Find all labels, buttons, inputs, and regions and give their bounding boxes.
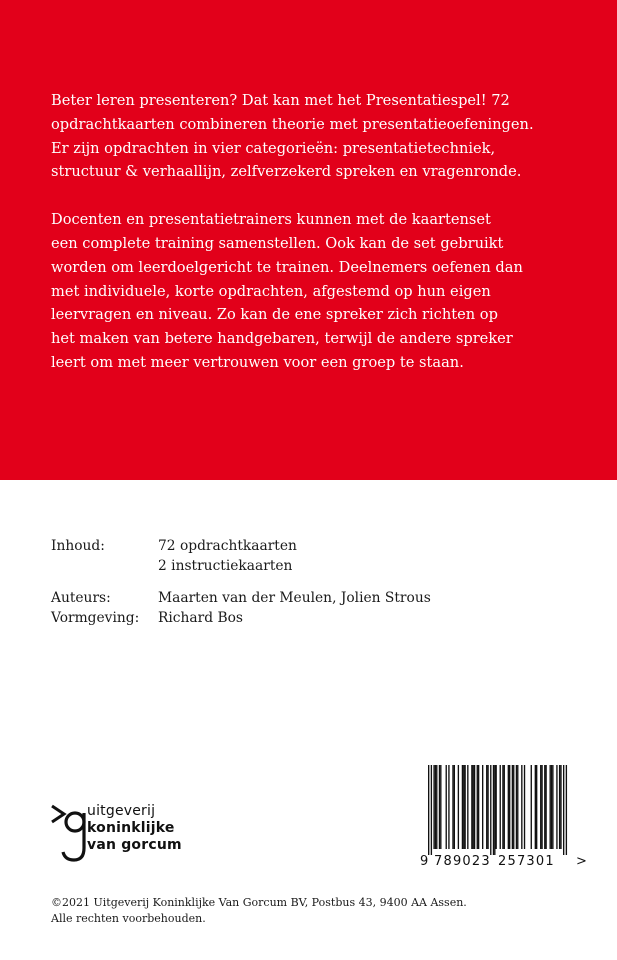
- isbn-arrow: >: [576, 854, 589, 869]
- logo-line: koninklijke: [87, 820, 175, 836]
- auteurs-label: Auteurs:: [51, 590, 111, 606]
- blurb-line: structuur & verhaallijn, zelfverzekerd spreken en vragenronde.: [51, 163, 522, 181]
- isbn-barcode: [420, 765, 590, 875]
- inhoud-line: 2 instructiekaarten: [158, 557, 293, 574]
- blurb-line: Er zijn opdrachten in vier categorieën: presentatietechniek,: [51, 139, 496, 157]
- blurb-line: Beter leren presenteren? Dat kan met het Presentatiespel! 72: [51, 92, 510, 109]
- isbn-group-1: 789023: [434, 854, 491, 869]
- isbn-group-2: 257301: [498, 854, 555, 869]
- vormgeving-label: Vormgeving:: [51, 609, 140, 626]
- blurb-line: een complete training samenstellen. Ook kan de set gebruikt: [51, 234, 504, 252]
- logo-wordmark: [87, 803, 182, 854]
- publisher-logo: [50, 800, 230, 870]
- barcode-bars-icon: [428, 765, 578, 857]
- blurb-line: met individuele, korte opdrachten, afgestemd op hun eigen: [51, 282, 491, 300]
- credits-block: [51, 537, 431, 628]
- blurb-paragraph-1: [51, 89, 591, 184]
- blurb-line: opdrachtkaarten combineren theorie met presentatieoefeningen.: [51, 115, 534, 133]
- copyright-line: Alle rechten voorbehouden.: [51, 912, 206, 925]
- logo-line: uitgeverij: [87, 803, 156, 819]
- blurb-line: worden om leerdoelgericht te trainen. Deelnemers oefenen dan: [51, 258, 523, 276]
- inhoud-line: 72 opdrachtkaarten: [158, 538, 297, 554]
- blurb-line: Docenten en presentatietrainers kunnen met de kaartenset: [51, 211, 491, 229]
- blurb-paragraph-2: [51, 208, 591, 375]
- logo-line: van gorcum: [87, 837, 182, 853]
- credit-row-inhoud: [51, 537, 431, 576]
- blurb-line: leervragen en niveau. Zo kan de ene spreker zich richten op: [51, 306, 498, 324]
- inhoud-value: [158, 537, 297, 576]
- blurb-line: het maken van betere handgebaren, terwijl de andere spreker: [51, 330, 513, 348]
- inhoud-label: Inhoud:: [51, 538, 105, 554]
- credit-row-vormgeving: [51, 609, 431, 629]
- blurb-line: leert om met meer vertrouwen voor een groep te staan.: [51, 353, 464, 371]
- vg-logo-icon: [50, 800, 86, 866]
- vormgeving-value: Richard Bos: [158, 609, 243, 626]
- copyright-notice: [51, 895, 467, 927]
- credit-row-auteurs: [51, 589, 431, 609]
- auteurs-value: Maarten van der Meulen, Jolien Strous: [158, 590, 431, 606]
- isbn-first-digit: 9: [420, 854, 430, 869]
- copyright-line: ©2021 Uitgeverij Koninklijke Van Gorcum BV, Postbus 43, 9400 AA Assen.: [51, 896, 467, 909]
- blurb-text: [51, 89, 591, 375]
